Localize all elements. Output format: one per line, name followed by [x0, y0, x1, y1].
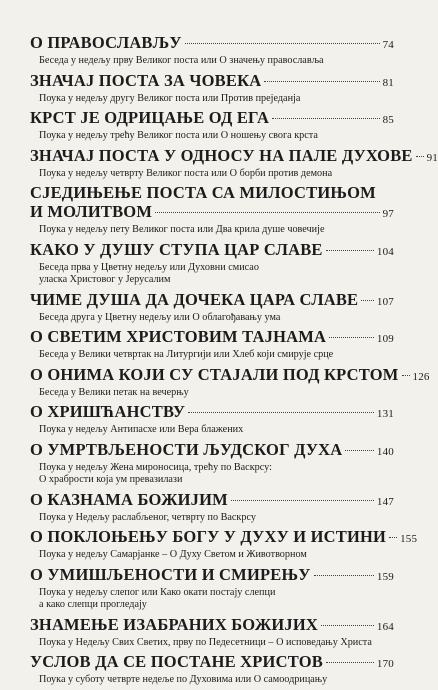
toc-page-number: 107: [376, 295, 394, 308]
toc-entry-title: УСЛОВ ДА СЕ ПОСТАНЕ ХРИСТОВ: [30, 652, 323, 671]
toc-entry-link[interactable]: [30, 71, 394, 93]
dot-leader: [321, 625, 374, 626]
toc-entry: [30, 290, 394, 328]
toc-entry: [30, 402, 394, 440]
dot-leader: [389, 537, 397, 538]
dot-leader: [155, 212, 380, 213]
toc-entry-title: ЗНАМЕЊЕ ИЗАБРАНИХ БОЖИЈИХ: [30, 614, 319, 634]
toc-entry-subtitle: Поука у недељу пету Великог поста или Два крила душе човечије: [39, 224, 325, 235]
toc-entry: [30, 327, 394, 365]
toc-entry-link[interactable]: [30, 108, 394, 130]
toc-entry: [30, 652, 394, 690]
toc-entry-title: ЗНАЧАЈ ПОСТА У ОДНОСУ НА ПАЛЕ ДУХОВЕ: [30, 145, 413, 165]
toc-entry: [30, 33, 394, 71]
dot-leader: [361, 300, 374, 301]
toc-entry-subtitle: Поука у недељу Антипасхе или Вера блажених: [39, 424, 244, 435]
toc-page-number: 155: [400, 533, 418, 545]
toc-entry-link[interactable]: [30, 652, 394, 674]
toc-entry-subtitle: Беседа у Велики четвртак на Литургији или Хлеб који смирује срце: [39, 349, 334, 360]
toc-entry-link[interactable]: [30, 565, 394, 587]
toc-entry: [30, 565, 394, 615]
toc-entry-title: О КАЗНАМА БОЖИЈИМ: [30, 489, 228, 509]
toc-entry-title: О ОНИМА КОЈИ СУ СТАЈАЛИ ПОД КРСТОМ: [30, 364, 399, 384]
toc-page-number: 131: [376, 408, 394, 420]
toc-page-number: 104: [376, 245, 394, 258]
toc-page-number: 164: [376, 620, 394, 633]
dot-leader: [329, 337, 374, 338]
toc-entry-link[interactable]: [30, 440, 394, 462]
toc-page-number: 85: [382, 114, 394, 126]
toc-entry-subtitle: Поука у Недељу Свих Светих, прву по Педесетници – О исповедању Христа: [39, 636, 372, 648]
toc-page-number: 109: [376, 333, 394, 345]
toc-entry: [30, 364, 430, 403]
toc-entry-subtitle: Поука у недељу слепог или Како окати постају слепци: [39, 586, 276, 598]
toc-page-number: 140: [376, 445, 394, 458]
dot-leader: [345, 450, 373, 451]
toc-entry-subtitle: Беседа у Велики петак на вечерњу: [39, 386, 189, 398]
toc-entry-title: О УМИШЉЕНОСТИ И СМИРЕЊУ: [30, 564, 311, 584]
toc-page-number: 147: [376, 495, 394, 508]
toc-entry-link[interactable]: [30, 615, 394, 637]
toc-entry-subtitle: Поука у недељу трећу Великог поста или О ношењу свога крста: [39, 130, 318, 141]
toc-entry-title-line1[interactable]: СЈЕДИЊЕЊЕ ПОСТА СА МИЛОСТИЊОМ: [30, 183, 376, 202]
toc-entry-subtitle: Поука у недељу другу Великог поста или Против преједанја: [39, 92, 301, 104]
toc-entry: [30, 440, 394, 490]
toc-entry-subtitle-line2: а како слепци прогледају: [39, 599, 147, 610]
toc-entry-title: О ПРАВОСЛАВЉУ: [30, 33, 182, 52]
dot-leader: [272, 118, 380, 119]
toc-entry-link[interactable]: [30, 240, 394, 262]
toc-entry: [30, 71, 394, 109]
toc-entry-link[interactable]: [30, 145, 438, 168]
toc-entry-link[interactable]: [30, 527, 418, 549]
dot-leader: [231, 500, 374, 501]
dot-leader: [185, 43, 380, 44]
toc-entry-link[interactable]: [30, 402, 394, 424]
toc-entry-subtitle: Поука у недељу Самарјанке – О Духу Светом и Животворном: [39, 549, 307, 560]
dot-leader: [326, 662, 374, 663]
toc-page-number: 81: [382, 76, 394, 89]
toc-page-number: 74: [382, 39, 394, 51]
dot-leader: [416, 156, 424, 157]
toc-page-number: 91: [426, 151, 438, 164]
toc-entry-link[interactable]: [30, 290, 394, 312]
dot-leader: [326, 250, 374, 251]
toc-entry-title: О УМРТВЉЕНОСТИ ЉУДСКОГ ДУХА: [30, 439, 343, 459]
toc-entry-subtitle: Поука у суботу четврте недеље по Духовима или О самоодрицању: [39, 674, 328, 685]
toc-entry-subtitle: Поука у недељу Жена мироносица, трећу по Васкрсу:: [39, 461, 272, 473]
toc-entry-link[interactable]: [30, 490, 394, 512]
toc-page-number: 97: [382, 208, 394, 220]
toc-entry-title: ЗНАЧАЈ ПОСТА ЗА ЧОВЕКА: [30, 70, 262, 90]
toc-entry: [30, 240, 394, 290]
toc-entry: [30, 108, 394, 146]
toc-page-number: 126: [412, 370, 430, 383]
dot-leader: [264, 81, 379, 82]
dot-leader: [188, 412, 374, 413]
toc-entry-title: О СВЕТИМ ХРИСТОВИМ ТАЈНАМА: [30, 327, 327, 346]
toc-entry-subtitle: Поука у Недељу раслабљеног, четврту по Васкрсу: [39, 511, 256, 523]
dot-leader: [402, 375, 410, 376]
toc-page-number: 159: [376, 570, 394, 583]
toc-entry-subtitle: Поука у недељу четврту Великог поста или О борби против демона: [39, 167, 333, 179]
toc-entry: [30, 527, 418, 565]
toc-entry-title: О ПОКЛОЊЕЊУ БОГУ У ДУХУ И ИСТИНИ: [30, 527, 387, 546]
toc-entry: [30, 490, 394, 528]
toc-page-number: 170: [376, 658, 394, 670]
dot-leader: [314, 575, 374, 576]
toc-entry-title: О ХРИШЋАНСТВУ: [30, 402, 186, 421]
toc-entry-title: ЧИМЕ ДУША ДА ДОЧЕКА ЦАРА СЛАВЕ: [30, 289, 359, 309]
toc-entry: [30, 615, 394, 653]
toc-entry-link[interactable]: [30, 33, 394, 55]
toc-entry: [30, 145, 438, 184]
toc-entry-subtitle: Беседа у недељу прву Великог поста или О значењу православља: [39, 55, 324, 66]
toc-entry-subtitle-line2: уласка Христовог у Јерусалим: [39, 274, 171, 285]
toc-entry-link[interactable]: [30, 202, 394, 224]
toc-entry-link[interactable]: [30, 364, 430, 387]
toc-entry-subtitle: Беседа прва у Цветну недељу или Духовни смисао: [39, 261, 259, 273]
toc-entry-link[interactable]: [30, 327, 394, 349]
toc-entry-subtitle-line2: О храбрости која ум превазилази: [39, 474, 183, 485]
toc-entry-title: КРСТ ЈЕ ОДРИЦАЊЕ ОД ЕГА: [30, 108, 270, 127]
toc-entry-title: И МОЛИТВОМ: [30, 202, 153, 221]
toc-entry: [30, 183, 394, 240]
toc-entry-title: КАКО У ДУШУ СТУПА ЦАР СЛАВЕ: [30, 239, 323, 259]
toc-entry-subtitle: Беседа друга у Цветну недељу или О облагођавању ума: [39, 311, 281, 323]
